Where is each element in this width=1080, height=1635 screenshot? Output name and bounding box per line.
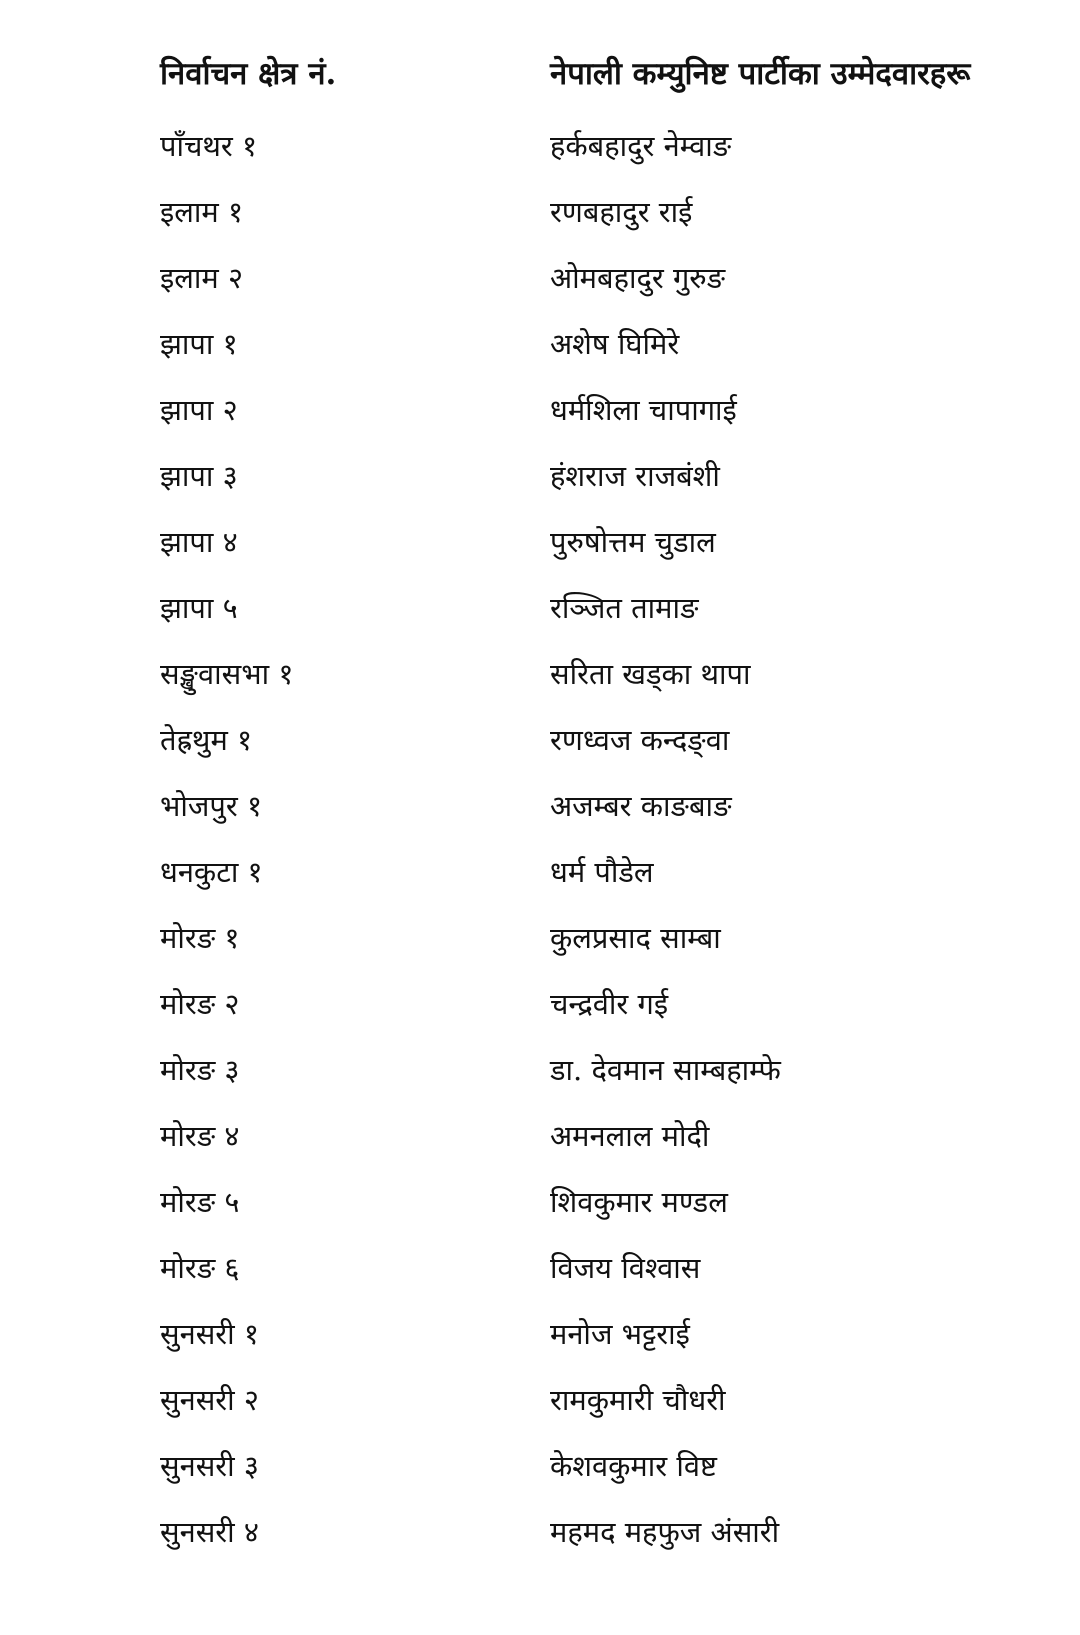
candidate-cell: ओमबहादुर गुरुङ (550, 261, 726, 295)
constituency-cell: झापा १ (160, 327, 238, 361)
table-row (0, 1242, 1080, 1308)
table-row (0, 1506, 1080, 1572)
constituency-cell: झापा ४ (160, 525, 238, 559)
candidate-cell: महमद महफुज अंसारी (550, 1515, 780, 1549)
constituency-cell: मोरङ २ (160, 987, 240, 1021)
table-row (0, 582, 1080, 648)
constituency-cell: तेह्रथुम १ (160, 723, 253, 757)
constituency-column-header: निर्वाचन क्षेत्र नं. (160, 56, 337, 92)
table-row (0, 912, 1080, 978)
candidate-cell: धर्मशिला चापागाई (550, 393, 737, 427)
candidate-cell: सरिता खड्का थापा (550, 657, 751, 691)
candidate-cell: अजम्बर काङबाङ (550, 789, 732, 823)
candidate-cell: हंशराज राजबंशी (550, 459, 720, 493)
table-row (0, 978, 1080, 1044)
constituency-cell: मोरङ ४ (160, 1119, 240, 1153)
table-header (0, 52, 1080, 102)
constituency-cell: मोरङ ३ (160, 1053, 240, 1087)
constituency-cell: इलाम २ (160, 261, 244, 295)
candidate-cell: डा. देवमान साम्बहाम्फे (550, 1053, 781, 1087)
constituency-cell: सुनसरी ४ (160, 1515, 259, 1549)
table-row (0, 450, 1080, 516)
constituency-cell: मोरङ ५ (160, 1185, 240, 1219)
table-row (0, 1044, 1080, 1110)
constituency-cell: सुनसरी १ (160, 1317, 259, 1351)
constituency-cell: इलाम १ (160, 195, 244, 229)
constituency-cell: धनकुटा १ (160, 855, 263, 889)
candidate-cell: रणध्वज कन्दङ्वा (550, 723, 730, 757)
table-row (0, 648, 1080, 714)
table-row (0, 120, 1080, 186)
constituency-cell: सुनसरी २ (160, 1383, 259, 1417)
table-row (0, 1440, 1080, 1506)
table-row (0, 1374, 1080, 1440)
constituency-cell: झापा ३ (160, 459, 238, 493)
candidate-cell: विजय विश्वास (550, 1251, 701, 1285)
table-row (0, 1110, 1080, 1176)
candidate-table (0, 120, 1080, 1572)
candidates-column-header: नेपाली कम्युनिष्ट पार्टीका उम्मेदवारहरू (550, 56, 971, 92)
constituency-cell: सङ्खुवासभा १ (160, 657, 294, 691)
candidate-cell: धर्म पौडेल (550, 855, 654, 889)
table-row (0, 318, 1080, 384)
candidate-cell: रामकुमारी चौधरी (550, 1383, 726, 1417)
candidate-cell: पुरुषोत्तम चुडाल (550, 525, 716, 559)
candidate-cell: शिवकुमार मण्डल (550, 1185, 728, 1219)
table-row (0, 780, 1080, 846)
constituency-cell: सुनसरी ३ (160, 1449, 259, 1483)
table-row (0, 1308, 1080, 1374)
candidate-cell: अमनलाल मोदी (550, 1119, 710, 1153)
candidate-cell: हर्कबहादुर नेम्वाङ (550, 129, 732, 163)
table-row (0, 516, 1080, 582)
constituency-cell: पाँचथर १ (160, 129, 258, 163)
candidate-cell: मनोज भट्टराई (550, 1317, 690, 1351)
table-row (0, 1176, 1080, 1242)
table-row (0, 714, 1080, 780)
constituency-cell: भोजपुर १ (160, 789, 263, 823)
candidate-cell: रणबहादुर राई (550, 195, 693, 229)
candidate-cell: रञ्जित तामाङ (550, 591, 699, 625)
constituency-cell: मोरङ १ (160, 921, 240, 955)
candidate-cell: कुलप्रसाद साम्बा (550, 921, 721, 955)
table-row (0, 846, 1080, 912)
table-row (0, 252, 1080, 318)
table-row (0, 384, 1080, 450)
table-row (0, 186, 1080, 252)
candidate-cell: चन्द्रवीर गई (550, 987, 669, 1021)
candidate-cell: केशवकुमार विष्ट (550, 1449, 717, 1483)
constituency-cell: मोरङ ६ (160, 1251, 240, 1285)
constituency-cell: झापा ५ (160, 591, 238, 625)
candidate-cell: अशेष घिमिरे (550, 327, 680, 361)
constituency-cell: झापा २ (160, 393, 238, 427)
